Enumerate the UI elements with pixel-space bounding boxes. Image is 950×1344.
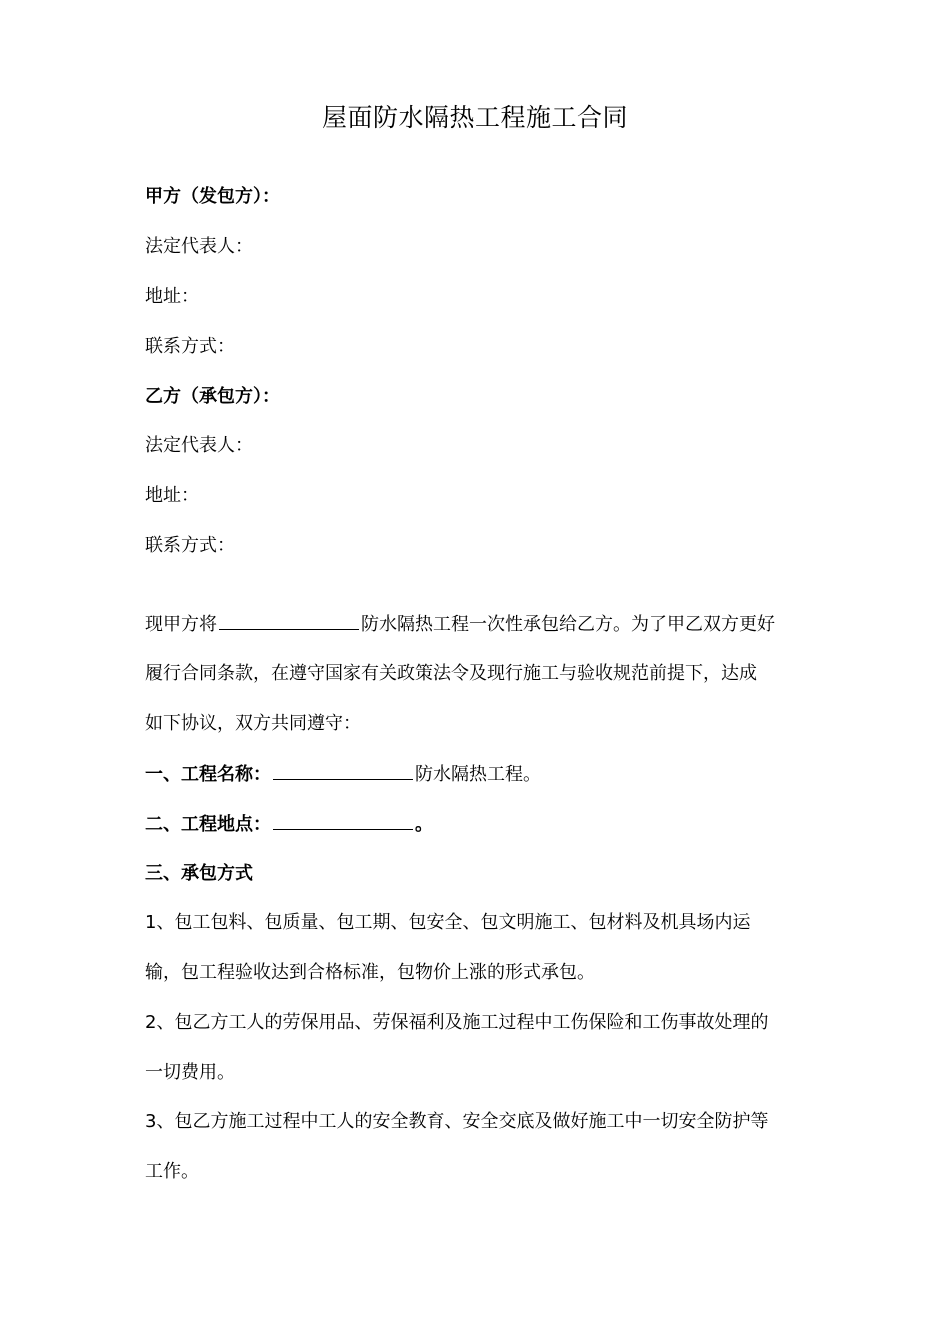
intro-suffix: 防水隔热工程一次性承包给乙方。为了甲乙双方更好: [361, 614, 775, 635]
section-3-item-1-line-1: 1、包工包料、包质量、包工期、包安全、包文明施工、包材料及机具场内运: [145, 912, 751, 933]
intro-line-3: 如下协议，双方共同遵守：: [145, 713, 361, 734]
party-a-address: 地址：: [145, 286, 199, 307]
party-b-address: 地址：: [145, 485, 199, 506]
section-3-heading: 三、承包方式: [145, 863, 253, 884]
section-3-item-2-line-2: 一切费用。: [145, 1062, 235, 1083]
document-title: 屋面防水隔热工程施工合同: [321, 103, 628, 132]
intro-line-2: 履行合同条款，在遵守国家有关政策法令及现行施工与验收规范前提下，达成: [145, 663, 757, 684]
party-b-contact: 联系方式：: [145, 535, 235, 556]
section-1: [145, 761, 541, 788]
intro-line-1: [145, 611, 775, 638]
party-b-rep: 法定代表人：: [145, 435, 253, 456]
section-2: [145, 811, 433, 838]
section-1-label: 一、工程名称：: [145, 764, 271, 785]
section-1-suffix: 防水隔热工程。: [415, 764, 541, 785]
section-2-label: 二、工程地点：: [145, 814, 271, 835]
section-3-item-3-line-2: 工作。: [145, 1161, 199, 1182]
intro-prefix: 现甲方将: [145, 614, 217, 635]
party-b-heading: 乙方（承包方）：: [145, 386, 280, 407]
section-3-item-2-line-1: 2、包乙方工人的劳保用品、劳保福利及施工过程中工伤保险和工伤事故处理的: [145, 1012, 769, 1033]
party-a-contact: 联系方式：: [145, 336, 235, 357]
project-name-blank: [219, 611, 359, 630]
section-1-blank: [273, 761, 413, 780]
section-2-blank: [273, 811, 413, 830]
section-3-item-1-line-2: 输，包工程验收达到合格标准，包物价上涨的形式承包。: [145, 962, 595, 983]
section-2-suffix: 。: [415, 814, 433, 835]
party-a-heading: 甲方（发包方）：: [145, 186, 280, 207]
section-3-item-3-line-1: 3、包乙方施工过程中工人的安全教育、安全交底及做好施工中一切安全防护等: [145, 1111, 769, 1132]
party-a-rep: 法定代表人：: [145, 236, 253, 257]
